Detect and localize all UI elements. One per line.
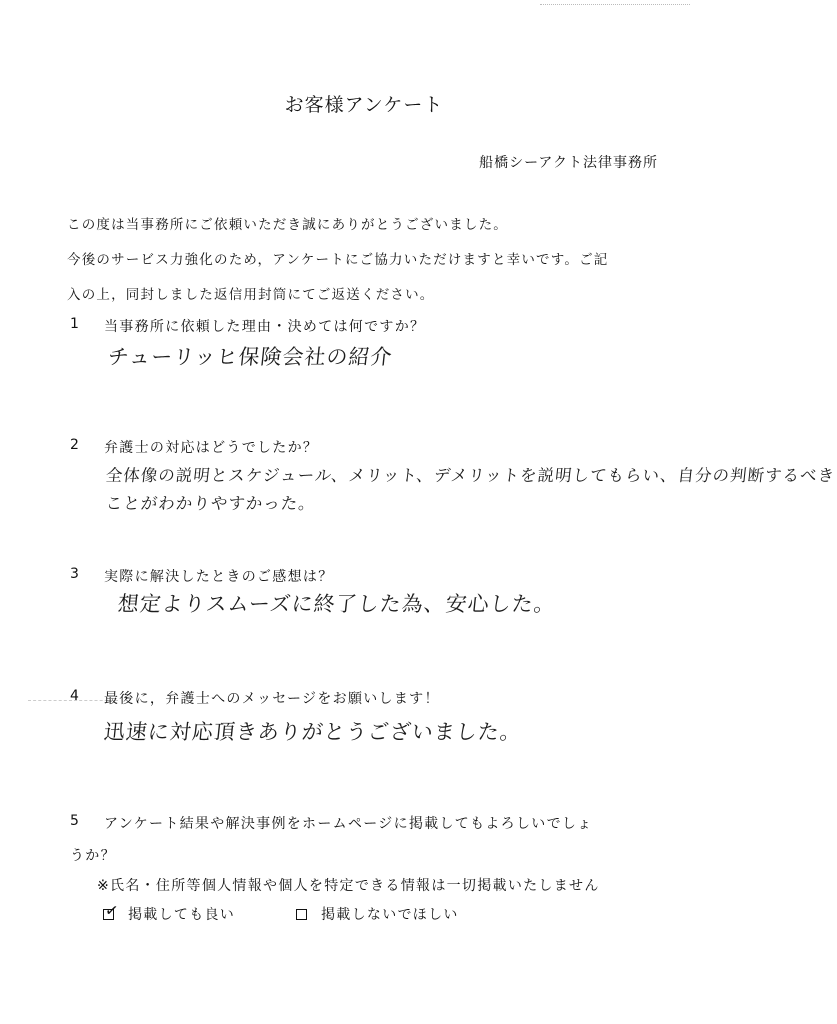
checkbox-icon[interactable] xyxy=(103,899,122,921)
question-text: 弁護士の対応はどうでしたか？ xyxy=(104,440,319,456)
option-publish-ok[interactable] xyxy=(103,899,236,924)
option-label: 掲載しても良い xyxy=(128,907,236,923)
question-text: 最後に，弁護士へのメッセージをお願いします！ xyxy=(104,691,440,707)
survey-title: お客様アンケート xyxy=(284,94,444,116)
question-text: うか？ xyxy=(70,848,116,864)
intro-line: 入の上，同封しました返信用封筒にてご返送ください。 xyxy=(67,287,435,303)
checkmark-icon: ✓ xyxy=(103,899,122,921)
handwritten-answer: ことがわかりやすかった。 xyxy=(104,494,317,513)
handwritten-answer: 想定よりスムーズに終了した為、安心した。 xyxy=(116,592,558,616)
question-number: 3 xyxy=(70,566,79,582)
law-office-name: 船橋シーアクト法律事務所 xyxy=(479,155,658,171)
intro-line: この度は当事務所にご依頼いただき誠にありがとうございました。 xyxy=(67,217,508,233)
question-text: 実際に解決したときのご感想は？ xyxy=(104,569,334,585)
scan-artifact xyxy=(540,4,690,11)
checkbox-icon[interactable] xyxy=(296,909,307,920)
handwritten-answer: 全体像の説明とスケジュール、メリット、デメリットを説明してもらい、自分の判断するべき xyxy=(104,466,837,485)
question-number: 5 xyxy=(70,813,79,829)
question-text: アンケート結果や解決事例をホームページに掲載してもよろしいでしょ xyxy=(104,816,593,832)
intro-line: 今後のサービス力強化のため，アンケートにご協力いただけますと幸いです。ご記 xyxy=(67,252,609,268)
question-number: 4 xyxy=(70,688,79,704)
option-publish-no[interactable] xyxy=(296,904,459,924)
question-number: 1 xyxy=(70,316,79,332)
option-label: 掲載しないでほしい xyxy=(321,907,459,923)
question-number: 2 xyxy=(70,437,79,453)
handwritten-answer: チューリッヒ保険会社の紹介 xyxy=(106,345,394,369)
question-text: 当事務所に依頼した理由・決めては何ですか？ xyxy=(104,319,426,335)
handwritten-answer: 迅速に対応頂きありがとうございました。 xyxy=(102,720,524,744)
privacy-note: ※氏名・住所等個人情報や個人を特定できる情報は一切掲載いたしません xyxy=(97,878,600,894)
